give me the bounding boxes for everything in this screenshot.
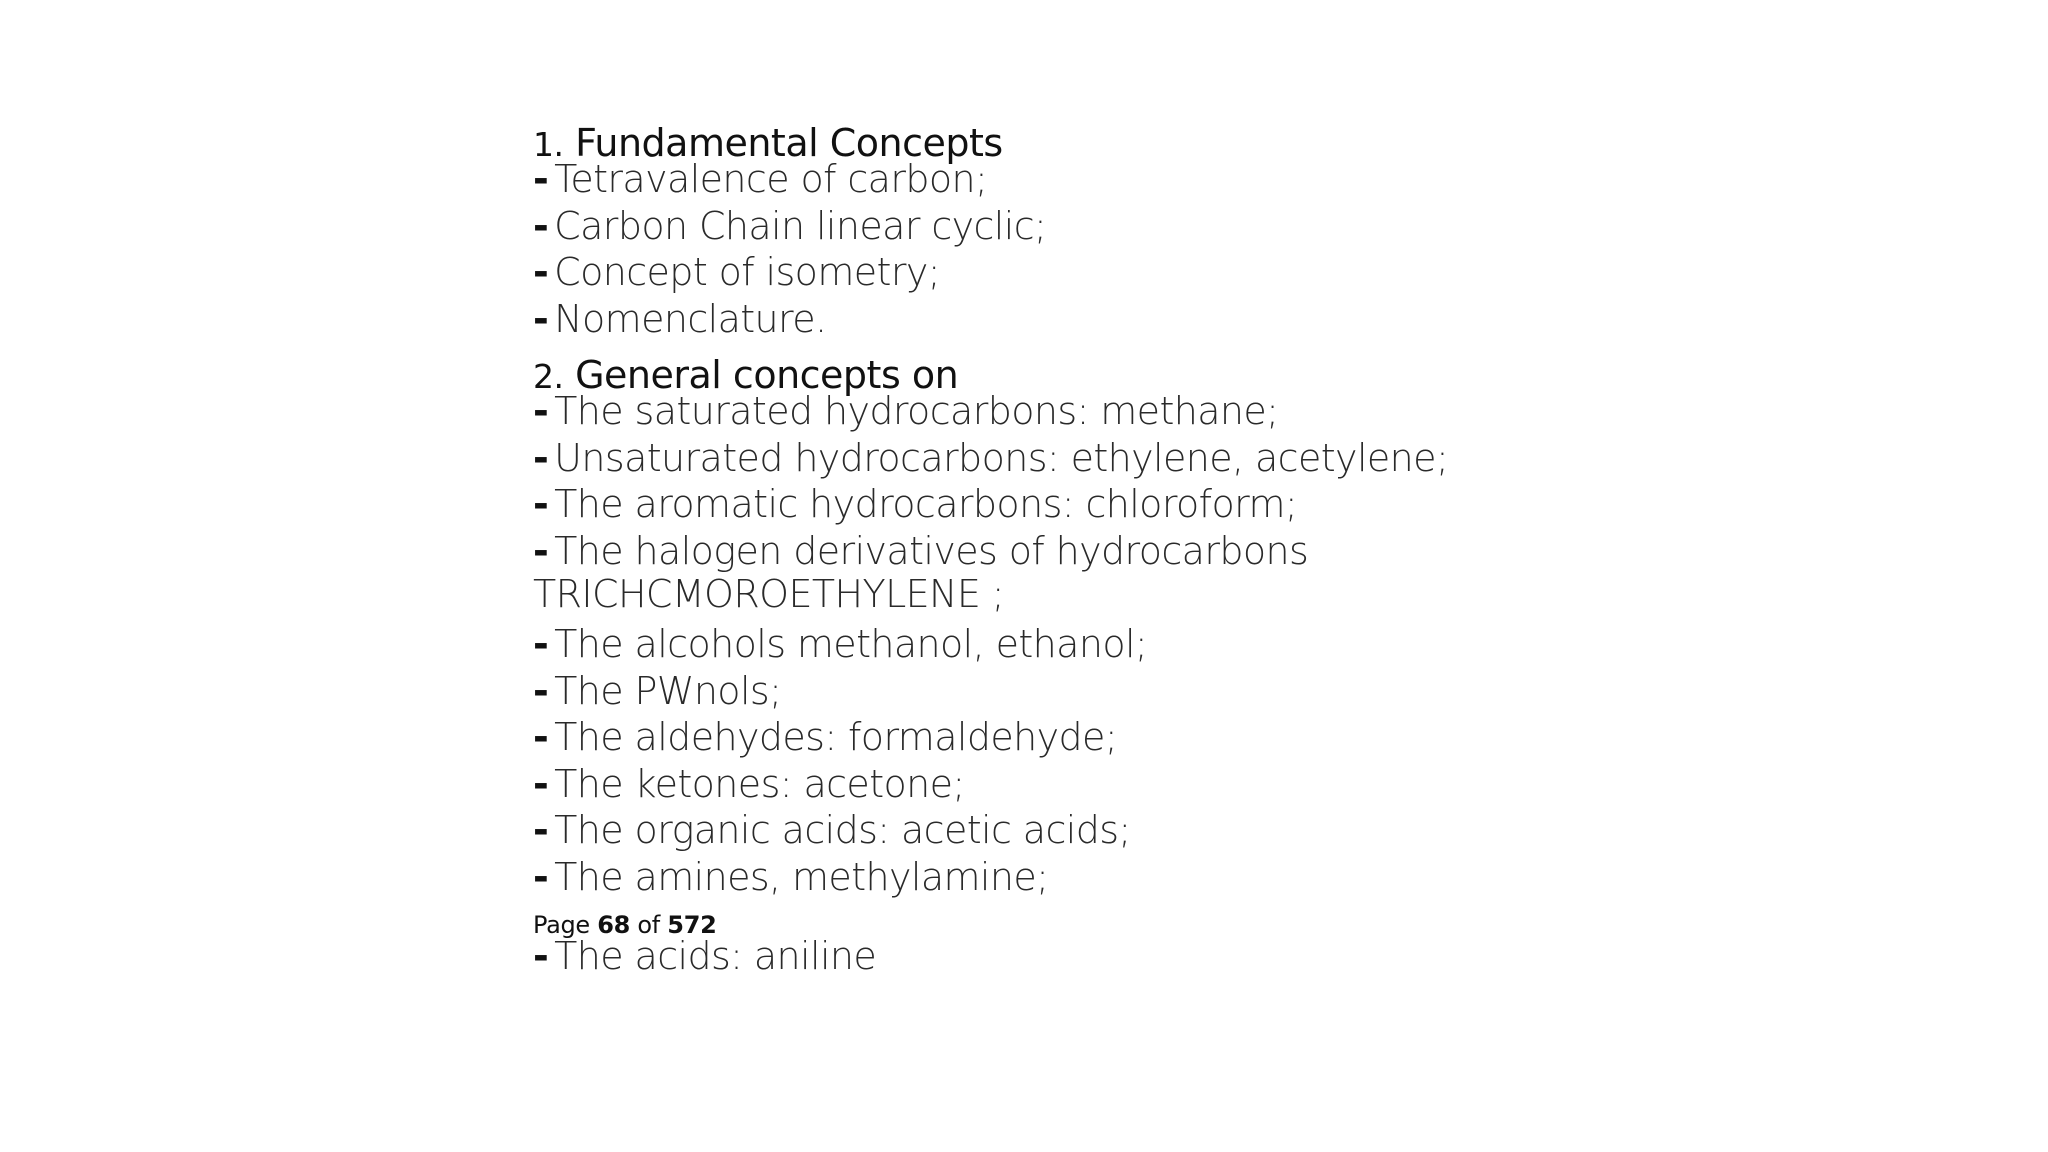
bullet-dash: - [533,715,549,759]
list-item-text: The amines, methylamine; [554,855,1049,899]
list-item-text: TRICHCMOROETHYLENE ; [533,572,1004,616]
list-item-text: Carbon Chain linear cyclic; [554,204,1047,248]
document-page [533,0,1933,1152]
list-item [533,389,1279,433]
bullet-dash: - [533,157,549,201]
bullet-dash: - [533,934,549,978]
bullet-dash: - [533,855,549,899]
bullet-dash: - [533,482,549,526]
list-item-text: The organic acids: acetic acids; [554,808,1131,852]
list-item-text: The halogen derivatives of hydrocarbons [554,529,1309,573]
list-item-text: Unsaturated hydrocarbons: ethylene, acetylene; [554,436,1449,480]
list-item-text: The saturated hydrocarbons: methane; [554,389,1279,433]
bullet-dash: - [533,762,549,806]
section-1-number: 1. [533,125,564,164]
list-item [533,250,940,294]
list-item-text: The aldehydes: formaldehyde; [554,715,1118,759]
section-2-title: General concepts on [575,353,959,397]
page-number-prefix: Page [533,911,590,939]
list-item [533,762,965,806]
list-item [533,855,1049,899]
list-item-text: The PWnols; [554,669,782,713]
list-item-text: The alcohols methanol, ethanol; [554,622,1148,666]
section-1-title: Fundamental Concepts [575,121,1003,165]
bullet-dash: - [533,250,549,294]
list-item-text: Nomenclature. [554,297,827,341]
page-number-of: of [637,911,660,939]
bullet-dash: - [533,669,549,713]
list-item-continuation [533,572,1004,616]
bullet-dash: - [533,529,549,573]
list-item [533,529,1309,573]
list-item [533,715,1118,759]
list-item [533,622,1148,666]
list-item [533,157,988,201]
bullet-dash: - [533,622,549,666]
list-item [533,297,827,341]
page-number-total: 572 [667,911,717,939]
list-item [533,482,1298,526]
bullet-dash: - [533,808,549,852]
list-item [533,204,1047,248]
list-item [533,934,877,978]
list-item-text: Tetravalence of carbon; [554,157,988,201]
list-item-text: The aromatic hydrocarbons: chloroform; [554,482,1298,526]
bullet-dash: - [533,436,549,480]
list-item [533,669,782,713]
section-2-number: 2. [533,357,564,396]
list-item-text: Concept of isometry; [554,250,940,294]
bullet-dash: - [533,297,549,341]
list-item [533,436,1449,480]
page-number-current: 68 [597,911,631,939]
list-item [533,808,1131,852]
list-item-text: The ketones: acetone; [554,762,965,806]
list-item-text: The acids: aniline [554,934,877,978]
bullet-dash: - [533,389,549,433]
bullet-dash: - [533,204,549,248]
